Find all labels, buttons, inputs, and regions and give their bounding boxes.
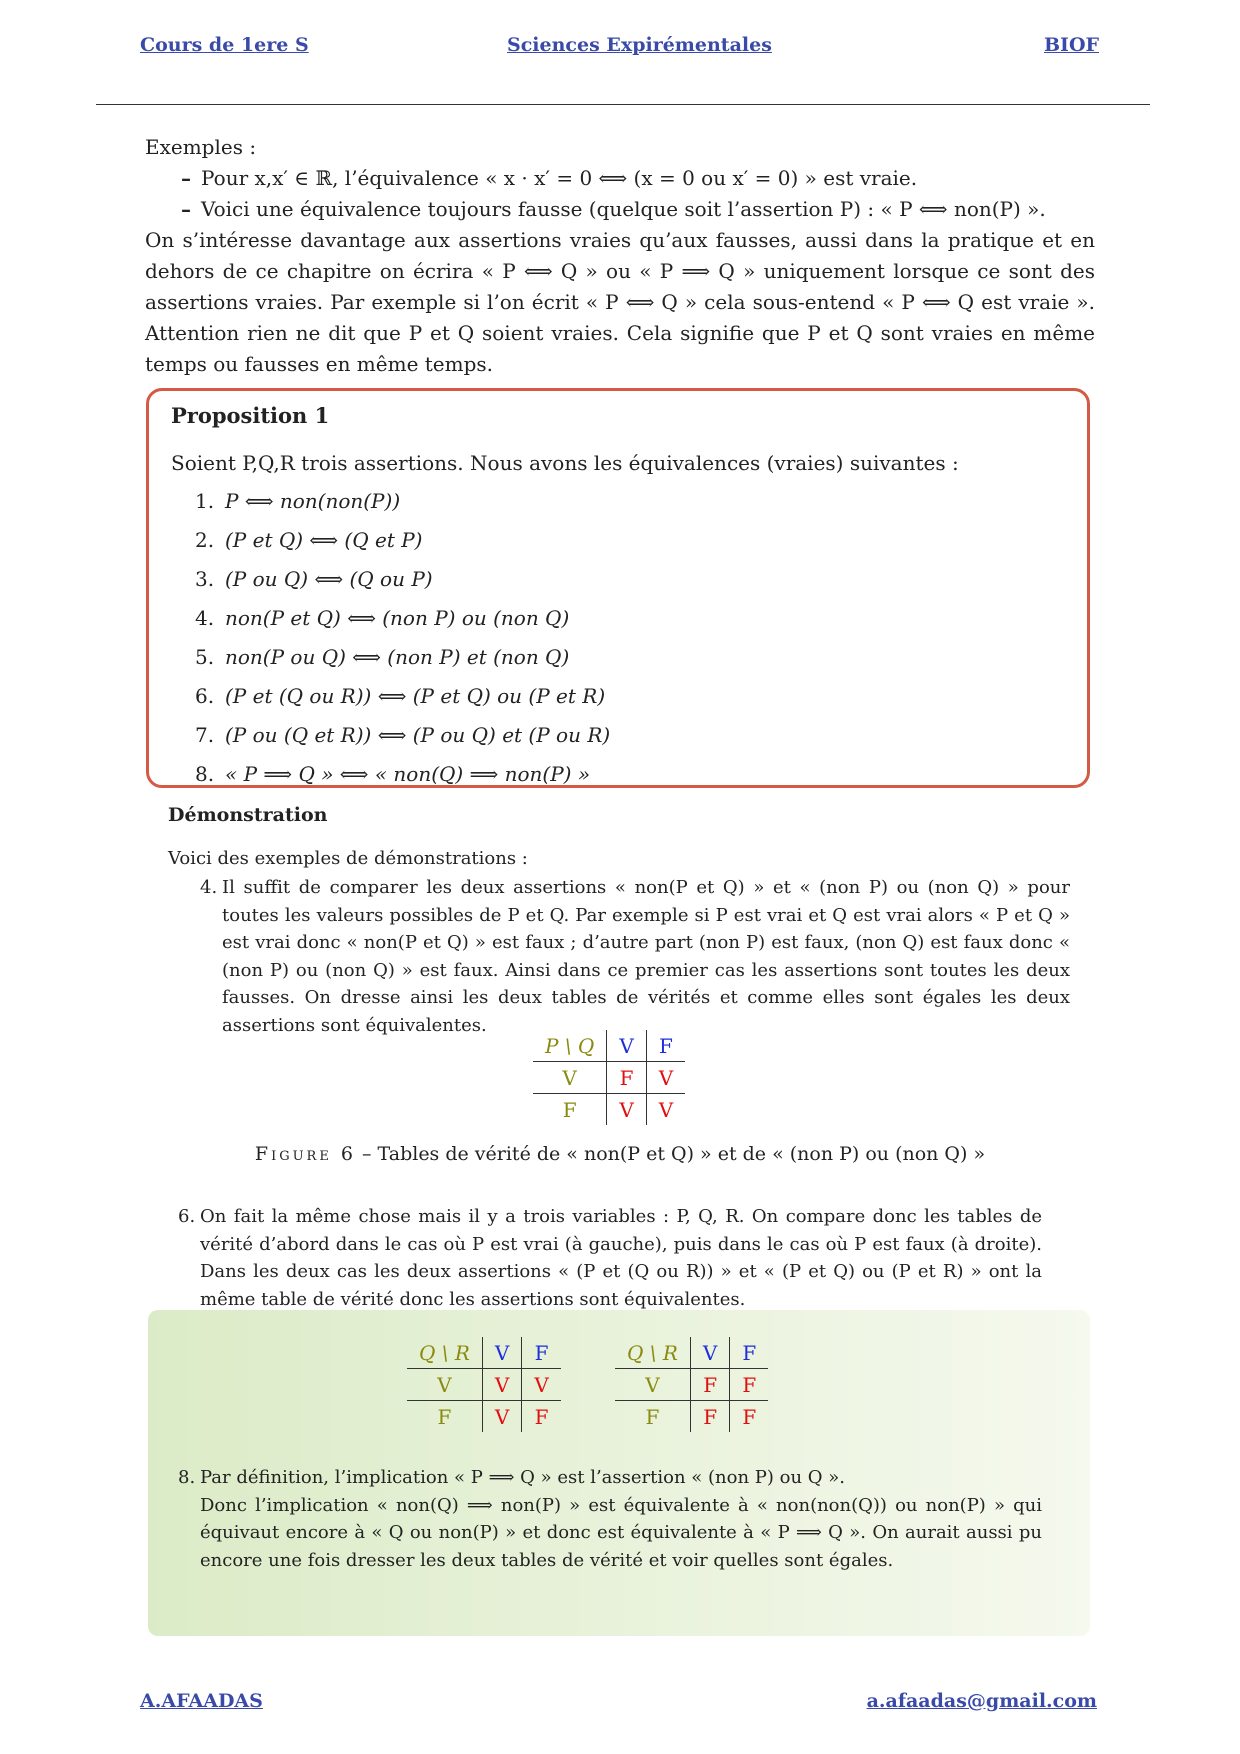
item-formula: P ⟺ non(non(P))	[225, 489, 401, 513]
proposition-item	[195, 567, 610, 606]
item-formula: (P ou (Q et R)) ⟺ (P ou Q) et (P ou R)	[225, 723, 611, 747]
demonstration-intro: Voici des exemples de démonstrations :	[168, 848, 528, 869]
table-cell: V	[646, 1094, 685, 1126]
header-divider	[96, 104, 1150, 105]
row-header: V	[407, 1369, 482, 1401]
figure-caption	[0, 1143, 1240, 1165]
table-cell: F	[690, 1369, 729, 1401]
col-header: V	[690, 1337, 729, 1369]
item-number: 4.	[200, 877, 218, 898]
proposition-title: Proposition 1	[171, 403, 330, 428]
proposition-item	[195, 645, 610, 684]
proposition-intro: Soient P,Q,R trois assertions. Nous avons les équivalences (vraies) suivantes :	[171, 451, 959, 475]
table-corner: Q \ R	[615, 1337, 690, 1369]
table-cell: F	[522, 1401, 561, 1433]
proposition-item	[195, 489, 610, 528]
item-formula: non(P ou Q) ⟺ (non P) et (non Q)	[225, 645, 570, 669]
item-number: 8.	[178, 1467, 196, 1488]
demonstration-item-8	[178, 1464, 1042, 1574]
row-header: F	[562, 1097, 577, 1122]
col-header: V	[607, 1030, 646, 1062]
demonstration-title: Démonstration	[168, 804, 328, 826]
item-number: 1.	[195, 489, 215, 513]
item-number: 4.	[195, 606, 215, 630]
proposition-item	[195, 606, 610, 645]
footer-author[interactable]: A.AFAADAS	[140, 1690, 263, 1712]
item-number: 8.	[195, 762, 215, 786]
item-number: 6.	[178, 1206, 196, 1227]
col-header: F	[646, 1030, 685, 1062]
item-body-line-1: Par définition, l’implication « P ⟹ Q » est l’assertion « (non P) ou Q ».	[200, 1467, 846, 1488]
table-cell: V	[522, 1369, 561, 1401]
col-header: V	[482, 1337, 521, 1369]
header-center[interactable]: Sciences Expirémentales	[507, 34, 772, 56]
item-body: Il suffit de comparer les deux assertions « non(P et Q) » et « (non P) ou (non Q) » pour toutes les valeurs possibles de P et Q. Par exemple si P est vrai et Q est vrai alors « P et Q » est vrai donc « non(P et Q) » est faux ; d’autre part (non P) est faux, (non Q) est faux donc « (non P) ou (non Q) » est faux. Ainsi dans ce premier cas les assertions sont toutes les deux fausses. On dresse ainsi les deux tables de vérités et comme elles sont égales les deux assertions sont équivalentes.	[222, 877, 1070, 1036]
proposition-item	[195, 762, 610, 801]
item-formula: (P et Q) ⟺ (Q et P)	[225, 528, 423, 552]
examples-label: Exemples :	[145, 135, 257, 159]
row-header: F	[437, 1404, 452, 1429]
col-header: F	[730, 1337, 768, 1369]
table-cell: V	[482, 1369, 521, 1401]
table-cell: V	[607, 1094, 646, 1126]
item-body-line-2: Donc l’implication « non(Q) ⟹ non(P) » est équivalente à « non(non(Q)) ou non(P) » qui équivaut encore à « Q ou non(P) » et donc est équivalente à « P ⟹ Q ». On aurait aussi pu encore une fois dresser les deux tables de vérité et voir quelles sont égales.	[200, 1494, 1042, 1571]
table-cell: F	[690, 1401, 729, 1433]
caption-label: Figure 6	[254, 1143, 356, 1165]
truth-table-1	[533, 1030, 685, 1125]
table-cell: V	[482, 1401, 521, 1433]
footer-email[interactable]: a.afaadas@gmail.com	[866, 1690, 1097, 1712]
item-number: 7.	[195, 723, 215, 747]
header-right[interactable]: BIOF	[1044, 34, 1099, 56]
item-number: 2.	[195, 528, 215, 552]
item-formula: (P ou Q) ⟺ (Q ou P)	[225, 567, 433, 591]
table-cell: F	[607, 1062, 646, 1094]
proposition-item	[195, 723, 610, 762]
header-left[interactable]: Cours de 1ere S	[140, 34, 309, 56]
col-header: F	[522, 1337, 561, 1369]
item-formula: non(P et Q) ⟺ (non P) ou (non Q)	[225, 606, 570, 630]
item-number: 3.	[195, 567, 215, 591]
caption-text: – Tables de vérité de « non(P et Q) » et de « (non P) ou (non Q) »	[355, 1143, 986, 1165]
row-header: F	[645, 1404, 660, 1429]
table-cell: F	[730, 1401, 768, 1433]
demonstration-item-4	[200, 874, 1070, 1039]
table-corner: P \ Q	[533, 1030, 607, 1062]
truth-table-3	[615, 1337, 768, 1432]
proposition-list	[195, 489, 610, 801]
proposition-item	[195, 684, 610, 723]
intro-paragraph: On s’intéresse davantage aux assertions vraies qu’aux fausses, aussi dans la pratique et en dehors de ce chapitre on écrira « P ⟺ Q » ou « P ⟹ Q » uniquement lorsque ce sont des assertions vraies. Par exemple si l’on écrit « P ⟺ Q » cela sous-entend « P ⟺ Q est vraie ». Attention rien ne dit que P et Q soient vraies. Cela signifie que P et Q sont vraies en même temps ou fausses en même temps.	[145, 228, 1095, 376]
demonstration-item-6	[178, 1203, 1042, 1313]
row-header: V	[533, 1062, 607, 1094]
table-cell: V	[646, 1062, 685, 1094]
item-number: 5.	[195, 645, 215, 669]
row-header: V	[615, 1369, 690, 1401]
item-body: On fait la même chose mais il y a trois variables : P, Q, R. On compare donc les tables de vérité d’abord dans le cas où P est vrai (à gauche), puis dans le cas où P est faux (à droite). Dans les deux cas les deux assertions « (P et (Q ou R)) » et « (P et Q) ou (P et R) » ont la même table de vérité donc les assertions sont équivalentes.	[200, 1206, 1042, 1310]
proposition-box	[146, 388, 1090, 788]
item-number: 6.	[195, 684, 215, 708]
example-bullet-2: – Voici une équivalence toujours fausse (quelque soit l’assertion P) : « P ⟺ non(P) ».	[163, 194, 1095, 225]
intro-block	[145, 132, 1095, 380]
truth-table-2	[407, 1337, 561, 1432]
table-corner: Q \ R	[407, 1337, 482, 1369]
example-bullet-1: – Pour x,x′ ∈ ℝ, l’équivalence « x · x′ = 0 ⟺ (x = 0 ou x′ = 0) » est vraie.	[163, 163, 1095, 194]
item-formula: (P et (Q ou R)) ⟺ (P et Q) ou (P et R)	[225, 684, 606, 708]
item-formula: « P ⟹ Q » ⟺ « non(Q) ⟹ non(P) »	[225, 762, 591, 786]
proposition-item	[195, 528, 610, 567]
table-cell: F	[730, 1369, 768, 1401]
